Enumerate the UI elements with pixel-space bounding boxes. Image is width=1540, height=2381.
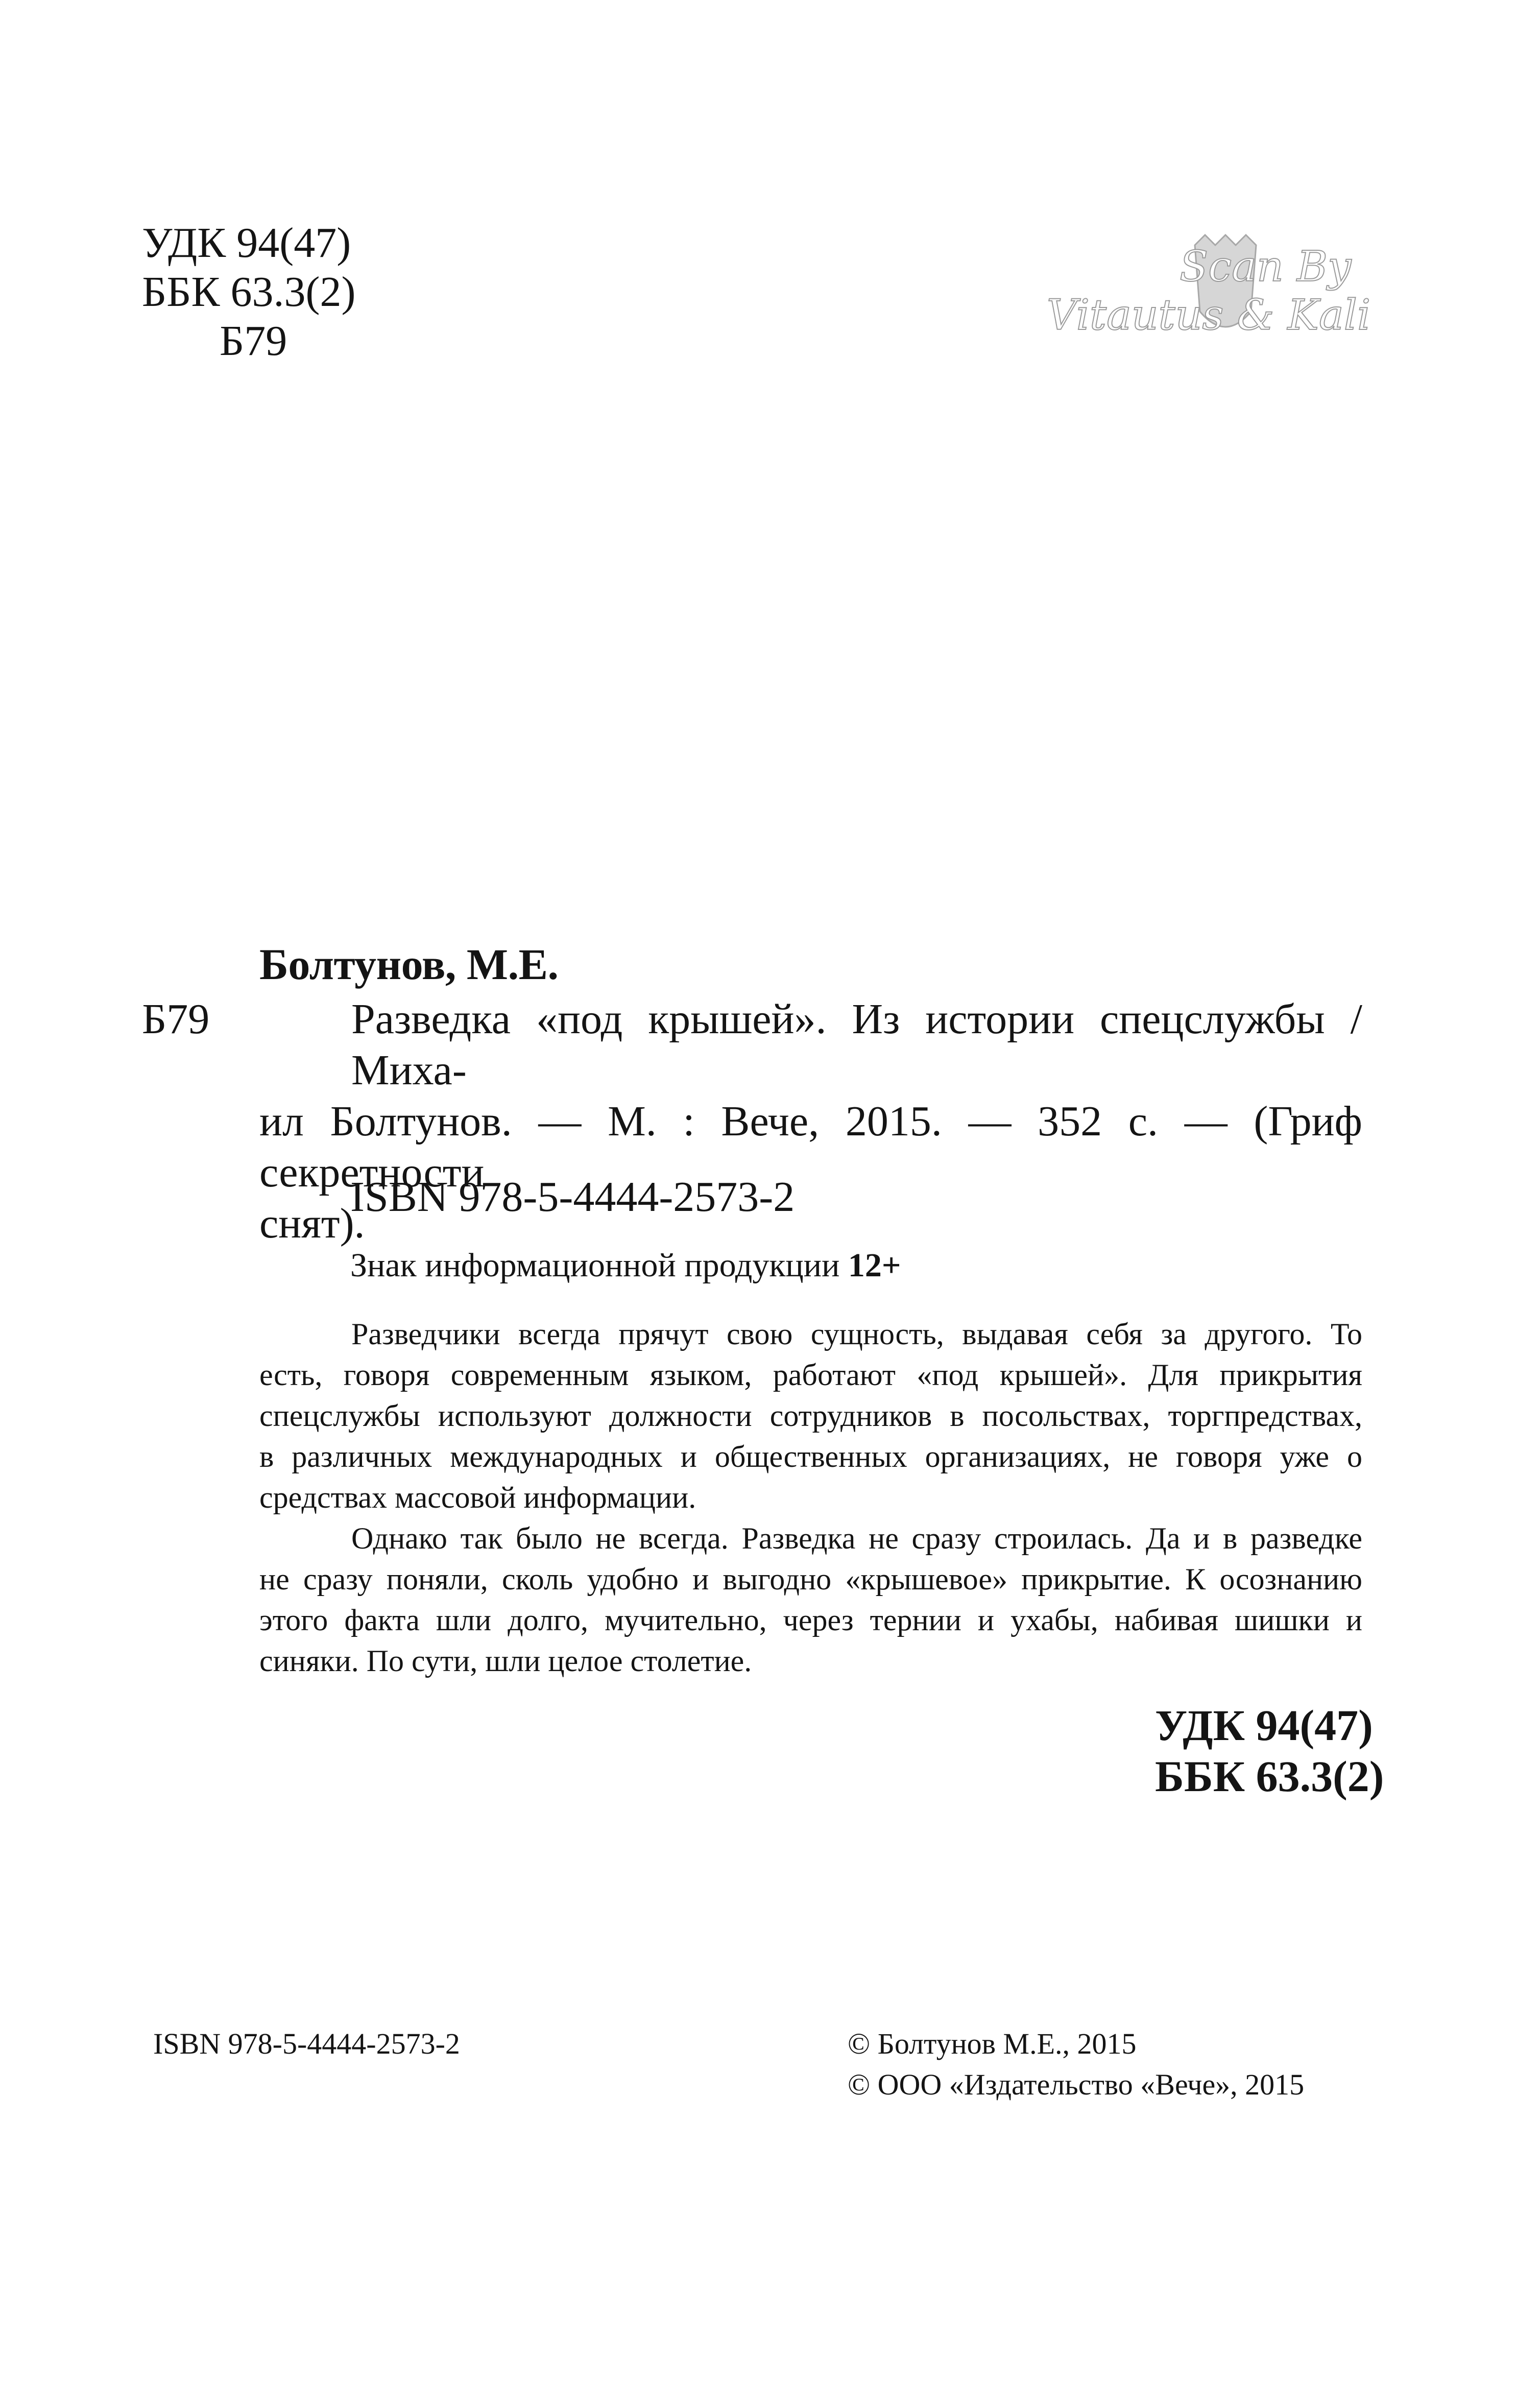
annotation	[259, 1314, 1362, 1681]
info-product-sign	[350, 1245, 901, 1286]
footer-isbn: ISBN 978-5-4444-2573-2	[153, 2027, 460, 2060]
annotation-p1-line-1: Разведчики всегда прячут свою сущность, выдавая себя за другого. То	[351, 1317, 1362, 1351]
bib-line-1: Разведка «под крышей». Из истории спецслужбы / Миха-	[351, 995, 1362, 1094]
bib-line-3: снят).	[259, 1200, 365, 1247]
classification-codes-top	[142, 219, 355, 366]
watermark-line1: Scan By	[1180, 243, 1352, 291]
scan-watermark-logo	[1026, 225, 1414, 368]
entry-index-mark: Б79	[142, 995, 210, 1043]
udk-code-bottom: УДК 94(47)	[1155, 1701, 1373, 1750]
classification-codes-bottom	[1155, 1700, 1384, 1802]
age-rating: 12+	[848, 1247, 901, 1284]
annotation-p1-line-2: есть, говоря современным языком, работают «под крышей». Для прикрытия	[259, 1358, 1362, 1392]
bbk-code: ББК 63.3(2)	[142, 268, 356, 316]
author-mark: Б79	[220, 317, 287, 365]
annotation-p1-line-5: средствах массовой информации.	[259, 1481, 696, 1514]
annotation-p2-line-3: этого факта шли долго, мучительно, через тернии и ухабы, набивая шишки и	[259, 1603, 1362, 1637]
entry-isbn: ISBN 978-5-4444-2573-2	[350, 1173, 795, 1221]
annotation-p2-line-4: синяки. По сути, шли целое столетие.	[259, 1644, 752, 1678]
copyright-publisher: © ООО «Издательство «Вече», 2015	[848, 2068, 1305, 2101]
annotation-p2-line-1: Однако так было не всегда. Разведка не сразу строилась. Да и в разведке	[351, 1521, 1362, 1555]
copyright-author: © Болтунов М.Е., 2015	[848, 2027, 1137, 2060]
copyright-block	[848, 2023, 1304, 2105]
annotation-p1-line-3: спецслужбы используют должности сотрудников в посольствах, торгпредствах,	[259, 1399, 1362, 1433]
watermark-line2: Vitautus & Kali	[1047, 291, 1371, 340]
info-product-sign-text: Знак информационной продукции	[350, 1247, 840, 1284]
bib-line-2: ил Болтунов. — М. : Вече, 2015. — 352 с. — (Гриф секретности	[259, 1098, 1362, 1196]
bbk-code-bottom: ББК 63.3(2)	[1155, 1752, 1384, 1801]
entry-author: Болтунов, М.Е.	[259, 940, 559, 989]
udk-code: УДК 94(47)	[142, 219, 351, 267]
annotation-p1-line-4: в различных международных и общественных организациях, не говоря уже о	[259, 1440, 1362, 1473]
annotation-p2-line-2: не сразу поняли, сколь удобно и выгодно «крышевое» прикрытие. К осознанию	[259, 1562, 1362, 1596]
